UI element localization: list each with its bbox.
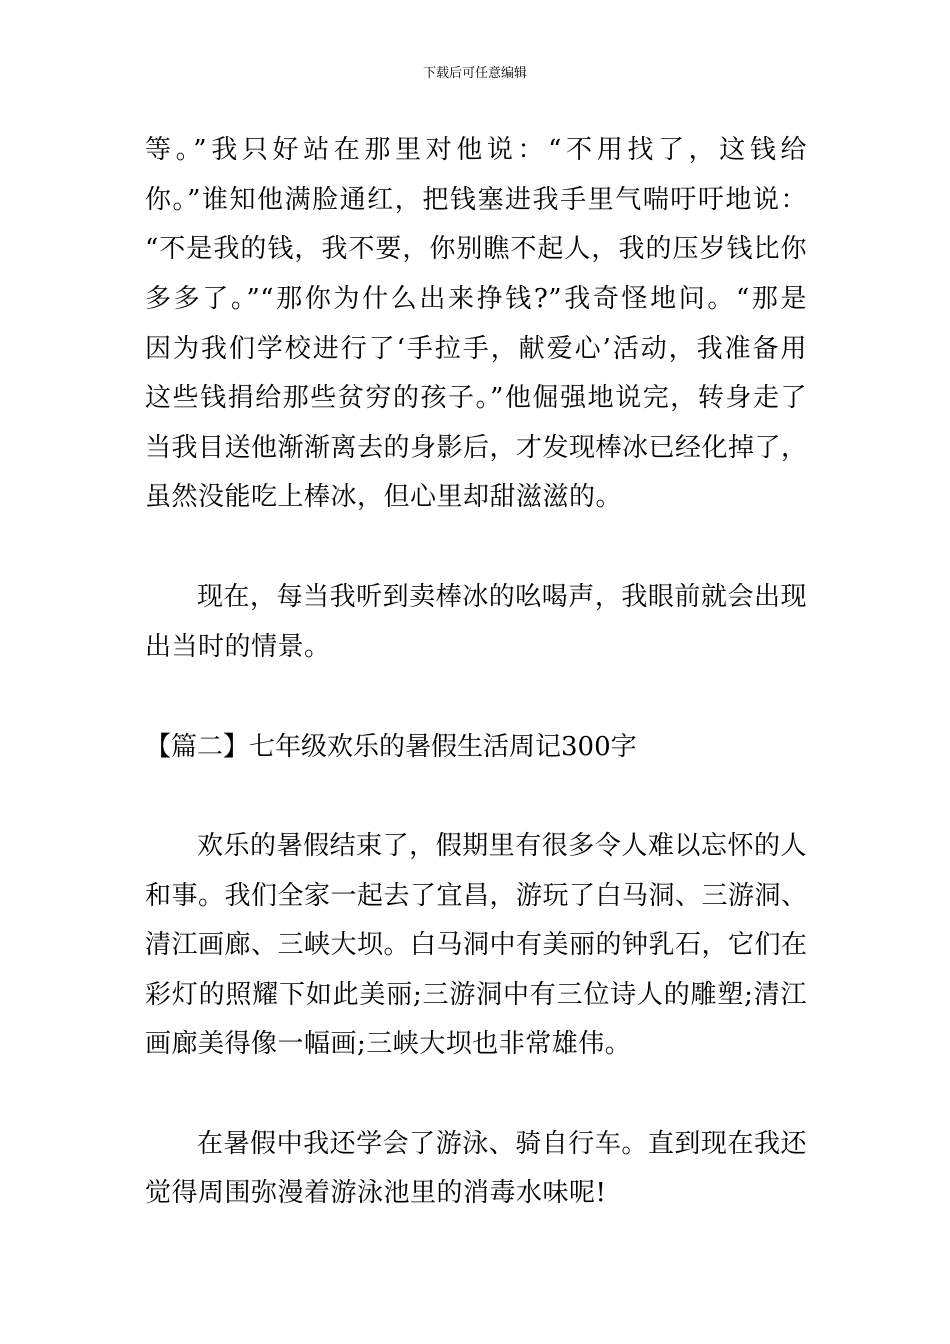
text-line: 彩灯的照耀下如此美丽;三游洞中有三位诗人的雕塑;清江 — [145, 980, 807, 1010]
text-line: 你。”谁知他满脸通红，把钱塞进我手里气喘吁吁地说： — [145, 185, 807, 215]
text-line: 现在，每当我听到卖棒冰的吆喝声，我眼前就会出现 — [197, 582, 807, 612]
text-line: 虽然没能吃上棒冰，但心里却甜滋滋的。 — [145, 482, 623, 512]
section-title: 【篇二】七年级欢乐的暑假生活周记300字 — [145, 732, 637, 762]
text-line: 当我目送他渐渐离去的身影后，才发现棒冰已经化掉了， — [145, 433, 808, 463]
text-line: 欢乐的暑假结束了，假期里有很多令人难以忘怀的人 — [197, 831, 807, 861]
text-line: 画廊美得像一幅画;三峡大坝也非常雄伟。 — [145, 1029, 632, 1059]
text-line: 等。”我只好站在那里对他说：“不用找了，这钱给 — [145, 135, 807, 165]
text-line: 和事。我们全家一起去了宜昌，游玩了白马洞、三游洞、 — [145, 881, 808, 911]
text-line: 觉得周围弥漫着游泳池里的消毒水味呢! — [145, 1178, 607, 1208]
text-line: 这些钱捐给那些贫穷的孩子。”他倔强地说完，转身走了 — [145, 383, 807, 413]
page-header: 下载后可任意编辑 — [422, 66, 527, 81]
text-line: 多多了。”“那你为什么出来挣钱?”我奇怪地问。“那是 — [145, 284, 807, 314]
text-line: “不是我的钱，我不要，你别瞧不起人，我的压岁钱比你 — [145, 234, 807, 264]
text-line: 清江画廊、三峡大坝。白马洞中有美丽的钟乳石，它们在 — [145, 930, 808, 960]
text-line: 出当时的情景。 — [145, 632, 331, 662]
text-line: 在暑假中我还学会了游泳、骑自行车。直到现在我还 — [197, 1129, 807, 1159]
text-line: 因为我们学校进行了‘手拉手，献爱心’活动，我准备用 — [145, 334, 807, 364]
